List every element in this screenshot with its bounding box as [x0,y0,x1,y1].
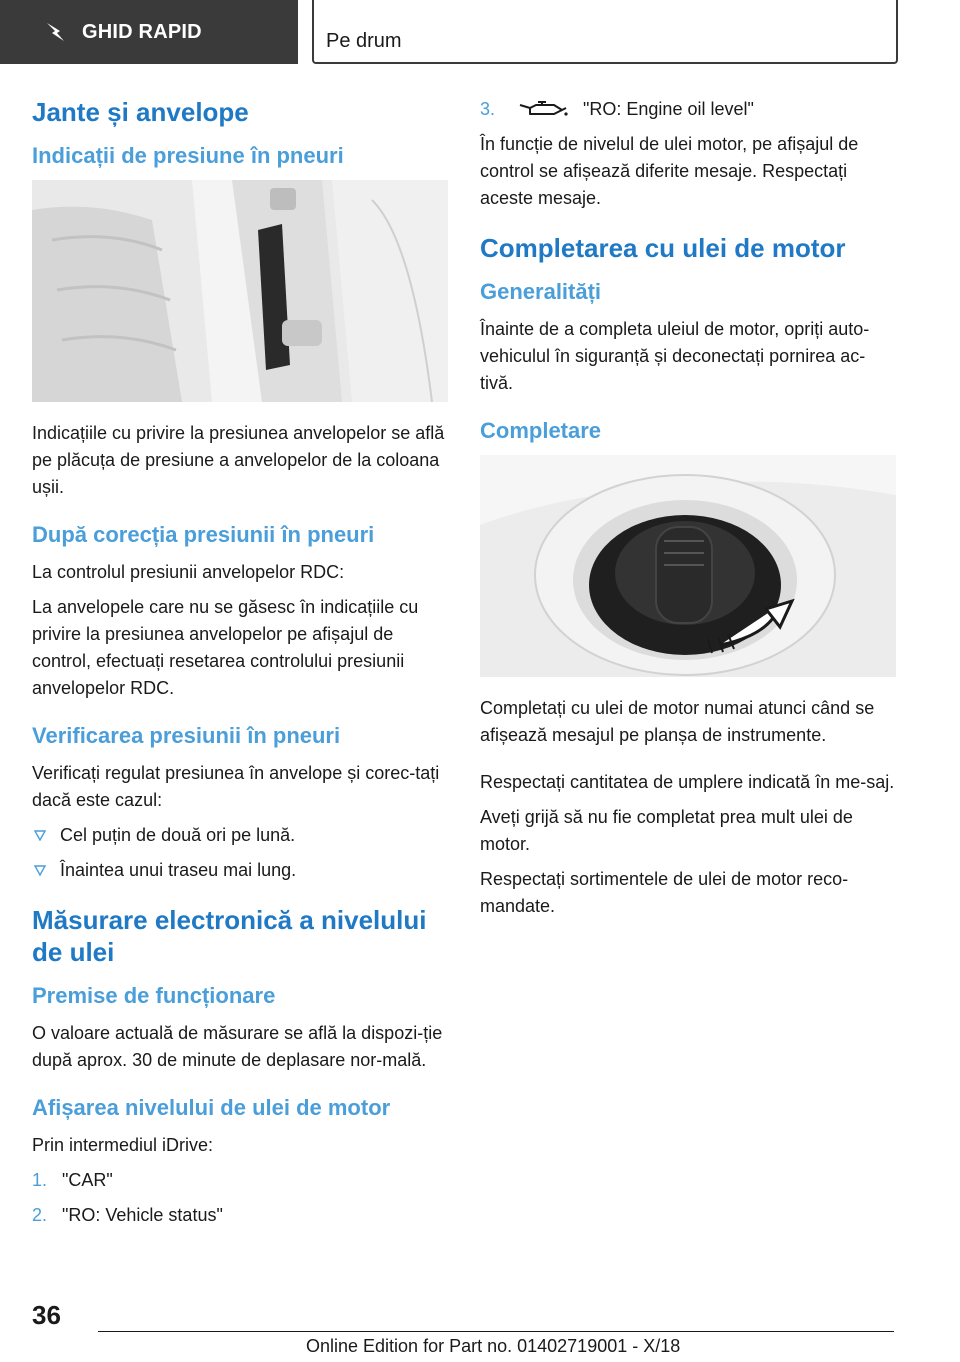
list-item [32,1202,448,1229]
flash-icon [44,20,68,44]
left-column [32,96,448,1237]
step-text: "RO: Vehicle status" [62,1205,223,1225]
para-rdc-intro: La controlul presiunii anvelopelor RDC: [32,562,345,582]
para-general: Înainte de a completa uleiul de motor, opriți auto-vehiculul în siguranță și deconectați pornirea ac-tivă. [480,319,870,393]
step-number: 2. [32,1205,48,1225]
list-item-text: Cel puțin de două ori pe lună. [60,825,296,845]
para-rdc-reset: La anvelopele care nu se găsesc în indicațiile cu privire la presiunea anvelopelor pe afișajul de control, efectuați resetarea controlului presiunii anvelopelor RDC. [32,597,419,698]
steps-list [32,1167,448,1229]
list-item-text: Înaintea unui traseu mai lung. [60,860,297,880]
list-item [32,1167,448,1194]
para-tire-plate: Indicațiile cu privire la presiunea anvelopelor se află pe plăcuța de presiune a anvelopelor de la coloana ușii. [32,423,445,497]
header-section-box [312,0,898,64]
heading-prerequisites: Premise de funcționare [32,983,276,1008]
heading-topping-up: Completarea cu ulei de motor [480,233,846,263]
bullet-list [32,822,448,884]
door-pillar-illustration [32,180,448,402]
step-text: "CAR" [62,1170,113,1190]
heading-general: Generalități [480,279,602,304]
step-text: "RO: Engine oil level" [583,99,754,119]
para-not-too-much: Aveți grijă să nu fie completat prea mult ulei de motor. [480,807,853,854]
step-number: 1. [32,1170,48,1190]
list-item [32,822,448,849]
header-tab [0,0,298,64]
header-tab-label: GHID RAPID [82,20,202,43]
heading-electronic-oil: Măsurare electronică a nivelului de ulei [32,905,427,967]
list-item [480,96,896,123]
header-section-label: Pe drum [326,30,402,52]
triangle-bullet-icon [34,865,46,876]
page-number: 36 [32,1300,61,1330]
footer-divider [98,1331,894,1332]
heading-tire-pressure-info: Indicații de presiune în pneuri [32,143,344,168]
right-column [480,96,896,928]
heading-tires: Jante și anvelope [32,97,249,127]
step-number: 3. [480,99,496,119]
para-recommended: Respectați sortimentele de ulei de motor reco-mandate. [480,869,849,916]
para-via-idrive: Prin intermediul iDrive: [32,1135,214,1155]
heading-completion: Completare [480,418,602,443]
heading-display-oil: Afișarea nivelului de ulei de motor [32,1095,391,1120]
para-quantity: Respectați cantitatea de umplere indicată în me-saj. [480,772,895,792]
steps-list-continued [480,96,896,123]
para-messages: În funcție de nivelul de ulei motor, pe afișajul de control se afișează diferite mesaje. Respectați aceste mesaje. [480,134,859,208]
heading-check-pressure: Verificarea presiunii în pneuri [32,723,341,748]
heading-after-correction: După corecția presiunii în pneuri [32,522,375,547]
para-when-message: Completați cu ulei de motor numai atunci când se afișează mesajul pe planșa de instrumente. [480,698,875,745]
oil-can-icon [518,100,568,118]
triangle-bullet-icon [34,830,46,841]
para-prerequisites: O valoare actuală de măsurare se află la dispozi-ție după aprox. 30 de minute de deplasare nor-mală. [32,1023,443,1070]
list-item [32,857,448,884]
footer-edition-text: Online Edition for Part no. 01402719001 - X/18 [306,1336,681,1356]
para-check-regularly: Verificați regulat presiunea în anvelope și corec-tați dacă este cazul: [32,763,440,810]
oil-filler-cap-illustration [480,455,896,677]
